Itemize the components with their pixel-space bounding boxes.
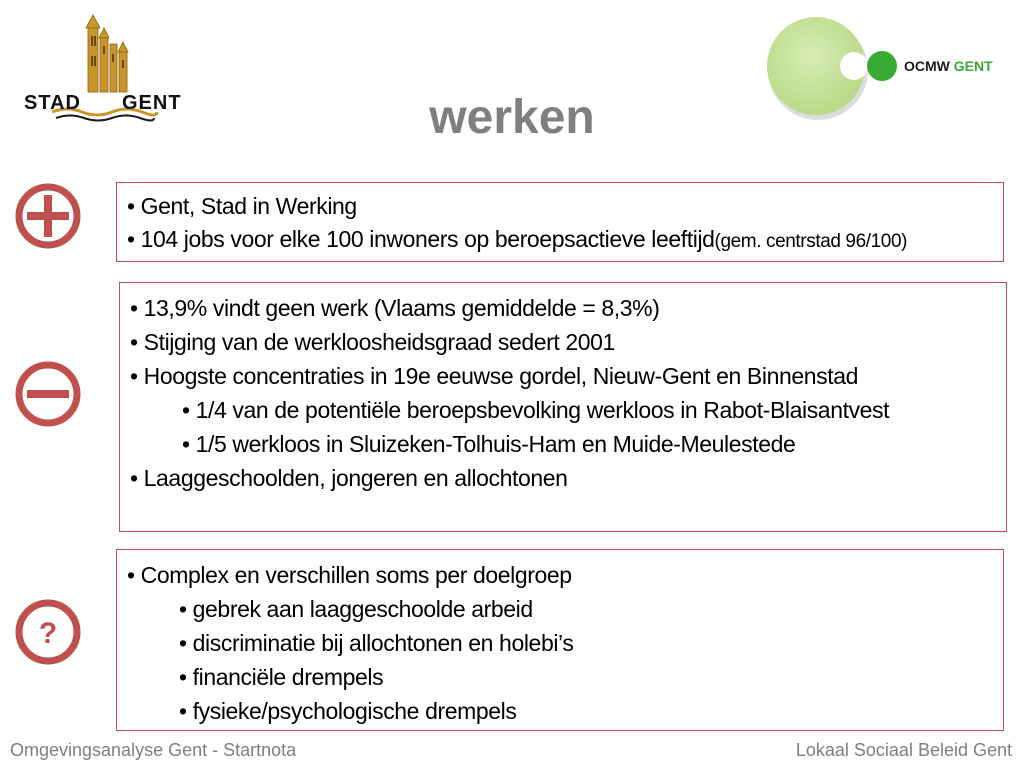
logo-word-stad: STAD (24, 92, 81, 114)
question-line: • Complex en verschillen soms per doelgroep (127, 562, 572, 588)
question-subline: • fysieke/psychologische drempels (179, 698, 517, 724)
question-subline: • discriminatie bij allochtonen en holebi’s (179, 630, 574, 656)
page-title: werken (429, 91, 595, 144)
negative-box (119, 282, 1007, 532)
footer-right: Lokaal Sociaal Beleid Gent (795, 740, 1012, 760)
positive-line-note: (gem. centrstad 96/100) (714, 231, 908, 252)
question-box (116, 549, 1004, 731)
negative-line: • 13,9% vindt geen werk (Vlaams gemiddelde = 8,3%) (130, 295, 660, 321)
positive-line: • 104 jobs voor elke 100 inwoners op beroepsactieve leeftijd(gem. centrstad 96/100) (127, 226, 908, 252)
minus-circle-icon (14, 360, 82, 428)
footer-left: Omgevingsanalyse Gent - Startnota (10, 740, 297, 760)
negative-subline: • 1/5 werkloos in Sluizeken-Tolhuis-Ham en Muide-Meulestede (182, 431, 796, 457)
positive-box (116, 182, 1004, 262)
negative-subline: • 1/4 van de potentiële beroepsbevolking werkloos in Rabot-Blaisantvest (182, 397, 890, 423)
plus-circle-icon (14, 182, 82, 250)
negative-line: • Laaggeschoolden, jongeren en allochtonen (130, 465, 568, 491)
question-mark: ? (38, 617, 58, 650)
question-subline: • gebrek aan laaggeschoolde arbeid (179, 596, 533, 622)
question-subline: • financiële drempels (179, 664, 384, 690)
question-circle-icon (14, 598, 82, 666)
negative-line: • Stijging van de werkloosheidsgraad sedert 2001 (130, 329, 615, 355)
positive-line: • Gent, Stad in Werking (127, 193, 357, 219)
logo-word-gent: GENT (122, 92, 182, 114)
negative-line: • Hoogste concentraties in 19e eeuwse gordel, Nieuw-Gent en Binnenstad (130, 363, 859, 389)
ocmw-wordmark: OCMW GENT (904, 58, 993, 74)
